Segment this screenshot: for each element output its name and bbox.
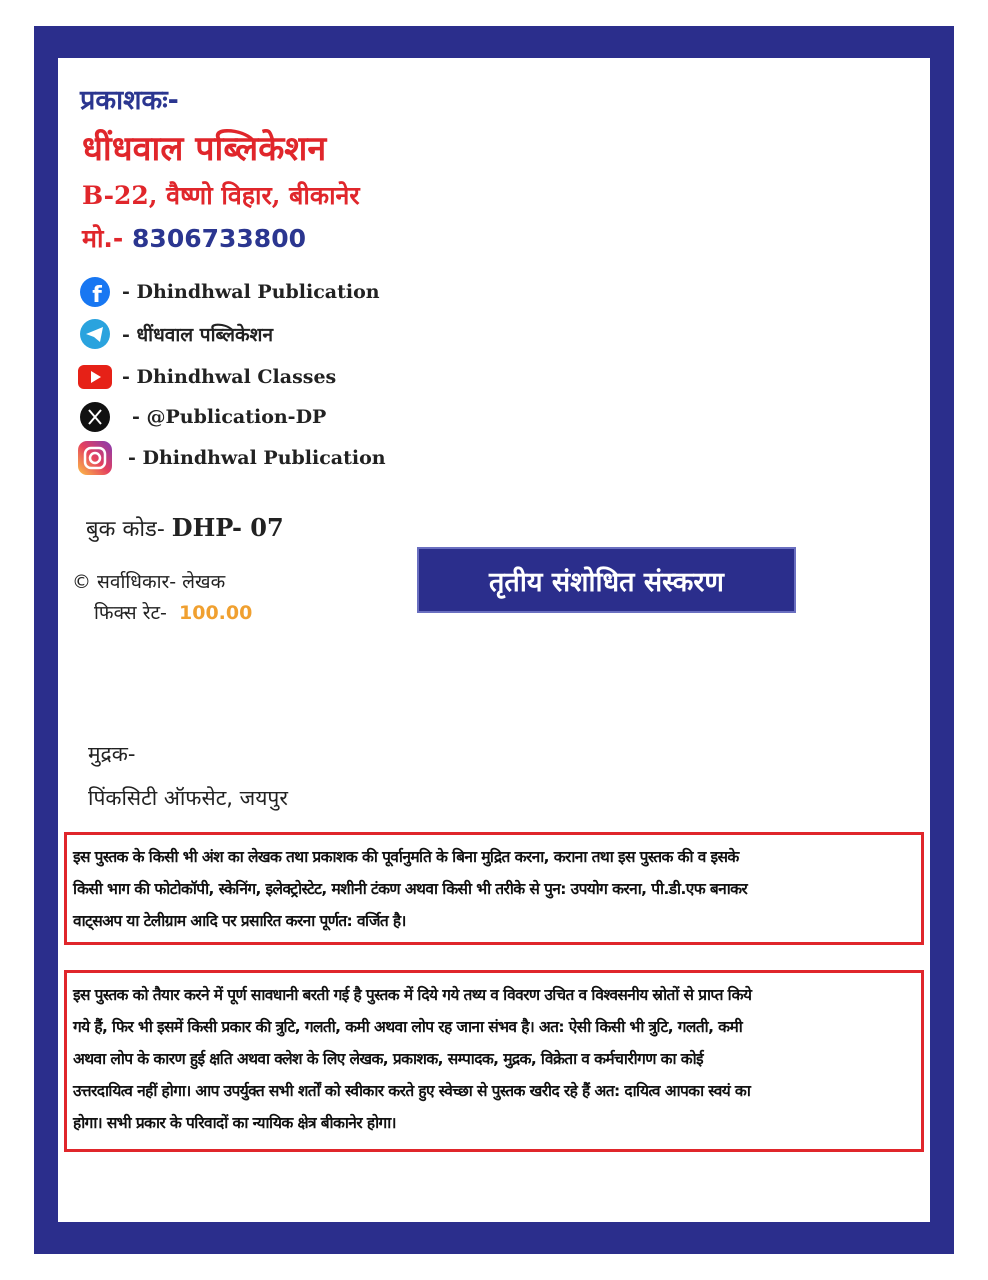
printer-name: पिंकसिटी ऑफसेट, जयपुर <box>88 786 288 810</box>
svg-text:f: f <box>92 283 102 307</box>
book-code-label: बुक कोड- <box>86 517 165 542</box>
facebook-icon <box>78 277 112 307</box>
notice-line: गये हैं, फिर भी इसमें किसी प्रकार की त्रुटि, गलती, कमी अथवा लोप रह जाना संभव है। अत: ऐसी किसी भी त्रुटि, गलती, कमी <box>73 1018 743 1036</box>
notice-line: इस पुस्तक के किसी भी अंश का लेखक तथा प्रकाशक की पूर्वानुमति के बिना मुद्रित करना, कराना तथा इस पुस्तक की व इसके <box>73 848 739 866</box>
social-text: - Dhindhwal Publication <box>128 447 386 469</box>
copyright: © सर्वाधिकार- लेखक <box>72 571 226 593</box>
notice-line: वाट्सअप या टेलीग्राम आदि पर प्रसारित करना पूर्णत: वर्जित है। <box>73 912 406 930</box>
social-instagram <box>78 443 386 473</box>
social-text: - Dhindhwal Publication <box>122 281 380 303</box>
notice-line: किसी भाग की फोटोकॉपी, स्केनिंग, इलेक्ट्रोस्टेट, मशीनी टंकण अथवा किसी भी तरीके से पुन: उपयोग करना, पी.डी.एफ बनाकर <box>73 880 748 898</box>
social-facebook <box>78 277 380 307</box>
youtube-icon <box>78 362 112 392</box>
publisher-label: प्रकाशकः- <box>80 85 179 116</box>
telegram-icon <box>78 319 112 349</box>
social-text: - @Publication-DP <box>132 406 327 428</box>
notice-line: अथवा लोप के कारण हुई क्षति अथवा क्लेश के लिए लेखक, प्रकाशक, सम्पादक, मुद्रक, विक्रेता व कर्मचारीगण का कोई <box>73 1050 704 1068</box>
x-icon <box>78 402 112 432</box>
price-value: 100.00 <box>179 602 253 624</box>
mobile <box>82 221 306 255</box>
book-code-value: DHP- 07 <box>171 513 284 542</box>
social-telegram <box>78 319 273 349</box>
mobile-number: 8306733800 <box>132 224 306 253</box>
printer-label: मुद्रक- <box>88 742 136 766</box>
social-youtube <box>78 362 336 392</box>
copyright-notice <box>64 832 924 945</box>
social-x <box>78 402 326 432</box>
mobile-label: मो.- <box>82 224 124 253</box>
notice-line: उत्तरदायित्व नहीं होगा। आप उपर्युक्त सभी शर्तों को स्वीकार करते हुए स्वेच्छा से पुस्तक खरीद रहे हैं अत: दायित्व आपका स्वयं का <box>73 1082 751 1100</box>
notice-line: इस पुस्तक को तैयार करने में पूर्ण सावधानी बरती गई है पुस्तक में दिये गये तथ्य व विवरण उचित व विश्वसनीय स्रोतों से प्राप्त किये <box>73 986 752 1004</box>
social-text: - धींधवाल पब्लिकेशन <box>122 324 274 346</box>
disclaimer-notice <box>64 970 924 1152</box>
price <box>94 599 252 625</box>
book-code <box>86 513 284 543</box>
instagram-icon <box>78 443 112 473</box>
edition-banner: तृतीय संशोधित संस्करण <box>417 547 796 613</box>
price-label: फिक्स रेट- <box>94 602 167 624</box>
publisher-name: धींधवाल पब्लिकेशन <box>82 129 327 169</box>
address: B-22, वैष्णो विहार, बीकानेर <box>82 181 360 210</box>
social-text: - Dhindhwal Classes <box>122 366 337 388</box>
notice-line: होगा। सभी प्रकार के परिवादों का न्यायिक क्षेत्र बीकानेर होगा। <box>73 1114 396 1132</box>
